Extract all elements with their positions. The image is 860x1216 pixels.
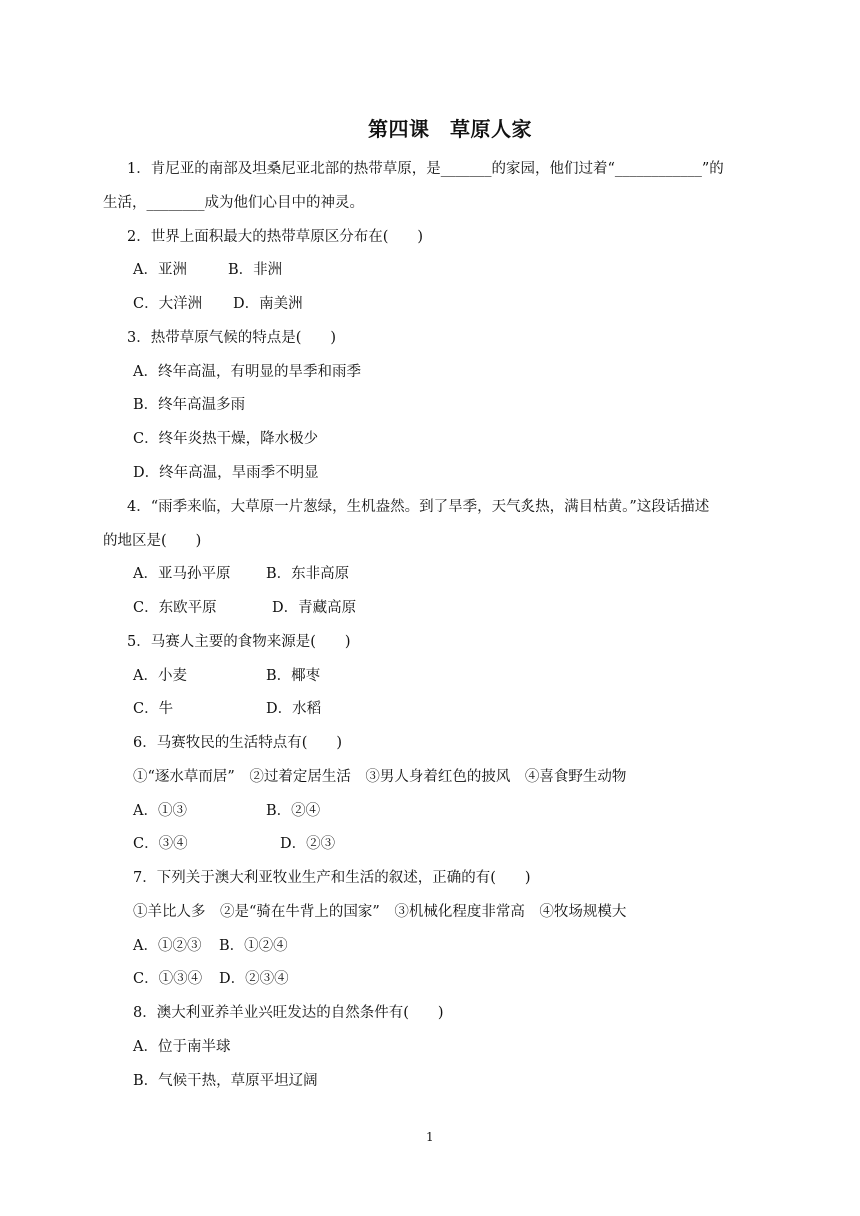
question-1-line-1: 1．肯尼亚的南部及坦桑尼亚北部的热带草原，是_______的家园，他们过着“____________”的 bbox=[127, 161, 724, 177]
option-b: B．气候干热，草原平坦辽阔 bbox=[133, 1073, 318, 1089]
option-b: B．椰枣 bbox=[266, 668, 321, 684]
question-stem: 3．热带草原气候的特点是( ) bbox=[127, 330, 337, 346]
statement-list: ①“逐水草而居” ②过着定居生活 ③男人身着红色的披风 ④喜食野生动物 bbox=[133, 769, 627, 785]
option-c: C．③④ bbox=[133, 836, 188, 852]
option-a: A．终年高温，有明显的旱季和雨季 bbox=[133, 364, 361, 380]
question-4-line-2: 的地区是( ) bbox=[103, 533, 202, 549]
option-c: C．大洋洲 bbox=[133, 296, 203, 312]
option-c: C．牛 bbox=[133, 701, 174, 717]
page-number: 1 bbox=[426, 1130, 434, 1144]
option-d: D．②③ bbox=[280, 836, 336, 852]
option-d: D．青藏高原 bbox=[272, 600, 357, 616]
option-a: A．①②③ bbox=[133, 938, 202, 954]
option-b: B．②④ bbox=[266, 803, 321, 819]
option-c: C．①③④ bbox=[133, 971, 203, 987]
option-a: A．亚马孙平原 bbox=[133, 566, 231, 582]
option-a: A．位于南半球 bbox=[133, 1039, 231, 1055]
statement-list: ①羊比人多 ②是“骑在牛背上的国家” ③机械化程度非常高 ④牧场规模大 bbox=[133, 904, 627, 920]
question-1-line-2: 生活，________成为他们心目中的神灵。 bbox=[103, 195, 364, 211]
option-d: D．终年高温，旱雨季不明显 bbox=[133, 465, 319, 481]
option-a: A．①③ bbox=[133, 803, 187, 819]
question-stem: 8．澳大利亚养羊业兴旺发达的自然条件有( ) bbox=[133, 1005, 444, 1021]
question-stem: 5．马赛人主要的食物来源是( ) bbox=[127, 634, 351, 650]
option-c: C．终年炎热干燥，降水极少 bbox=[133, 431, 319, 447]
question-stem: 7．下列关于澳大利亚牧业生产和生活的叙述，正确的有( ) bbox=[133, 870, 531, 886]
page-title: 第四课 草原人家 bbox=[368, 117, 532, 141]
option-c: C．东欧平原 bbox=[133, 600, 217, 616]
option-d: D．②③④ bbox=[219, 971, 289, 987]
option-b: B．非洲 bbox=[228, 262, 283, 278]
question-stem: 6．马赛牧民的生活特点有( ) bbox=[133, 735, 343, 751]
option-b: B．终年高温多雨 bbox=[133, 397, 246, 413]
question-4-line-1: 4．“雨季来临，大草原一片葱绿，生机盎然。到了旱季，天气炙热，满目枯黄。”这段话描述 bbox=[127, 499, 710, 515]
option-d: D．南美洲 bbox=[233, 296, 303, 312]
option-b: B．东非高原 bbox=[266, 566, 350, 582]
option-a: A．小麦 bbox=[133, 668, 187, 684]
option-b: B．①②④ bbox=[219, 938, 288, 954]
option-a: A．亚洲 bbox=[133, 262, 187, 278]
option-d: D．水稻 bbox=[266, 701, 322, 717]
question-stem: 2．世界上面积最大的热带草原区分布在( ) bbox=[127, 229, 424, 245]
